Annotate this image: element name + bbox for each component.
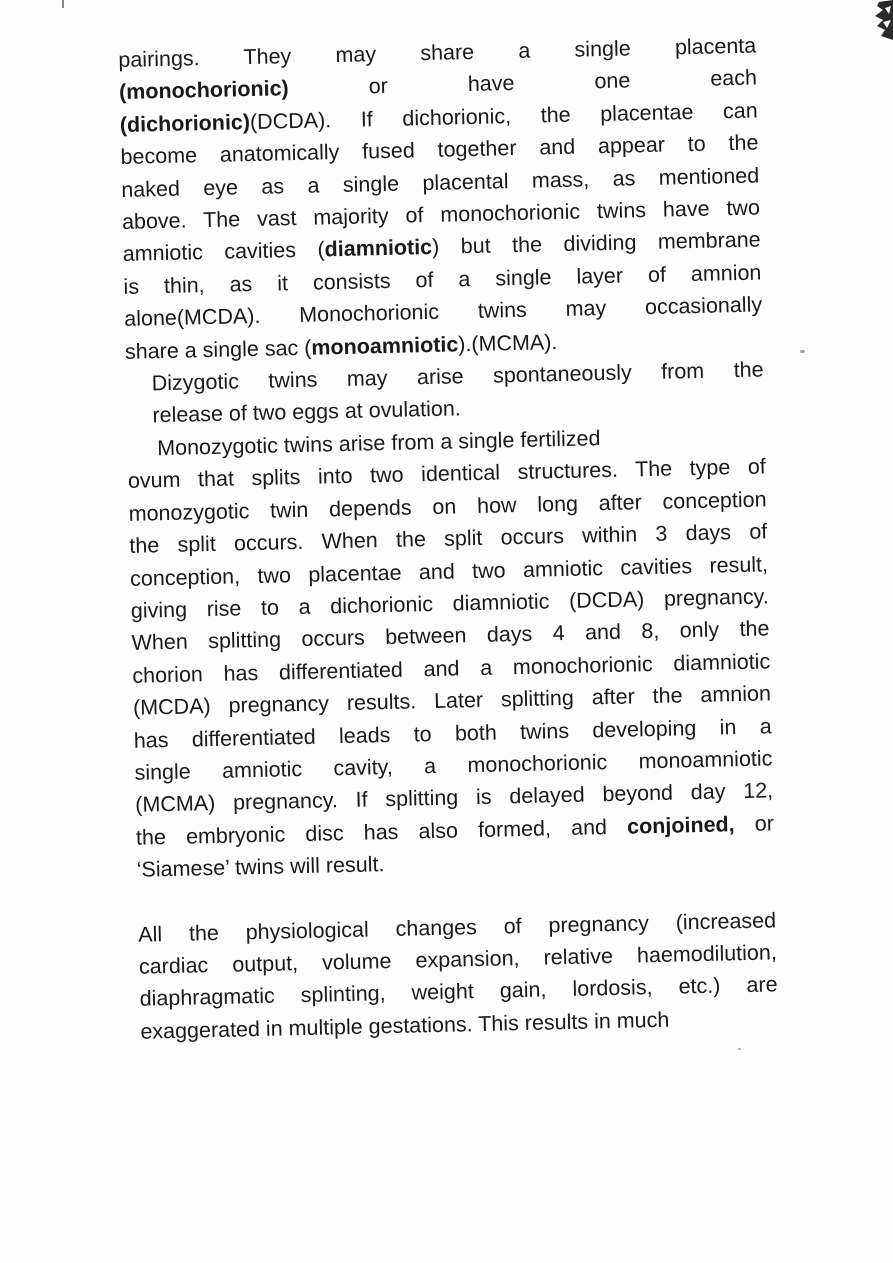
text-run: (MCDA) pregnancy results. Later splitting after the amnion: [132, 681, 772, 720]
text-run: amniotic cavities (: [122, 237, 325, 267]
text-run: is thin, as it consists of a single layer of amnion: [123, 260, 762, 299]
text-run: ) but the dividing membrane: [431, 227, 761, 260]
text-run: or have one each: [288, 65, 758, 101]
text-run: pairings. They may share a single placenta: [118, 33, 757, 72]
scan-speck: [800, 350, 805, 353]
text-run: Dizygotic twins may arise spontaneously from the: [151, 357, 764, 396]
text-run: the embryonic disc has also formed, and: [135, 814, 628, 850]
text-run: ovum that splits into two identical structures. The type of: [127, 454, 767, 494]
text-run: the split occurs. When the split occurs within 3 days of: [129, 519, 768, 558]
text-run: has differentiated leads to both twins developing in a: [133, 713, 772, 753]
corner-stamp-mark: [871, 0, 893, 40]
bold-term: (monochorionic): [118, 76, 289, 105]
text-run: diaphragmatic splinting, weight gain, lordosis, etc.) are: [139, 972, 778, 1012]
paragraph-monozygotic: [127, 418, 775, 886]
text-run: chorion has differentiated and a monochorionic diamniotic: [132, 649, 771, 688]
text-run: share a single sac (: [124, 335, 312, 364]
scan-mark: [62, 0, 64, 8]
text-run: When splitting occurs between days 4 and 8, only the: [131, 616, 770, 656]
text-run: naked eye as a single placental mass, as mentioned: [121, 163, 760, 202]
bold-term: (dichorionic): [119, 109, 251, 137]
text-run: become anatomically fused together and appear to the: [120, 130, 759, 170]
text-run: release of two eggs at ovulation.: [152, 396, 461, 428]
text-run: All the physiological changes of pregnancy (increased: [137, 907, 777, 947]
text-run: ‘Siamese’ twins will result.: [136, 852, 385, 882]
text-run: exaggerated in multiple gestations. This results in much: [140, 1007, 670, 1044]
text-run: conception, two placentae and two amniotic cavities result,: [129, 551, 769, 591]
text-run: giving rise to a dichorionic diamniotic (DCDA) pregnancy.: [130, 584, 769, 623]
bold-term: conjoined,: [626, 811, 735, 839]
paragraph-physiological-changes: [138, 904, 779, 1048]
paragraph-chorionicity: [118, 30, 763, 368]
text-run: cardiac output, volume expansion, relative haemodilution,: [138, 940, 778, 979]
text-run: (DCDA). If dichorionic, the placentae can: [249, 98, 758, 134]
text-run: single amniotic cavity, a monochorionic monoamniotic: [134, 746, 773, 785]
text-run: Monozygotic twins arise from a single fertilized: [156, 426, 601, 461]
bold-term: monoamniotic: [311, 332, 459, 360]
text-run: (MCMA) pregnancy. If splitting is delayed beyond day 12,: [135, 778, 774, 818]
text-run: alone(MCDA). Monochorionic twins may occasionally: [123, 292, 763, 332]
text-run: above. The vast majority of monochorionic twins have two: [121, 195, 761, 234]
text-run: ).(MCMA).: [457, 329, 558, 357]
text-run: monozygotic twin depends on how long after conception: [128, 487, 767, 526]
scan-speck: [738, 1048, 741, 1050]
text-run: or: [734, 811, 775, 836]
bold-term: diamniotic: [324, 235, 433, 262]
document-body: [118, 30, 779, 1048]
